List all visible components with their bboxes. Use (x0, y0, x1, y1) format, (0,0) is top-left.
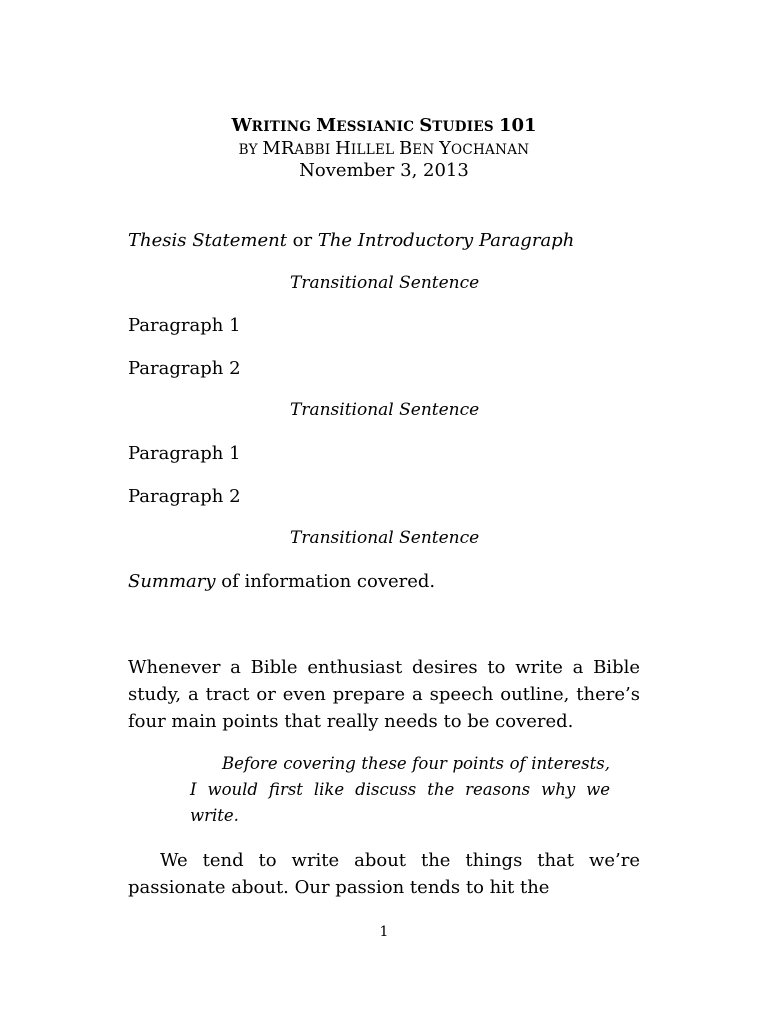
byline-part: OCHANAN (450, 142, 530, 158)
title-part: 101 (498, 115, 537, 136)
title-part: M (316, 115, 337, 136)
thesis-or: or (286, 230, 318, 251)
transitional-sentence-2: Transitional Sentence (290, 400, 480, 420)
thesis-statement-label: Thesis Statement (128, 230, 287, 251)
outline-paragraph-b1: Paragraph 1 (128, 443, 241, 464)
outline-paragraph-b2: Paragraph 2 (128, 486, 241, 507)
byline-part: B (399, 138, 413, 159)
page-number: 1 (379, 924, 389, 940)
byline-part: MR (262, 138, 295, 159)
document-title (0, 114, 768, 139)
title-part: W (231, 115, 252, 136)
body-paragraph-2: We tend to write about the things that we’re passionate about. Our passion tends to hit the (128, 850, 640, 898)
summary-label: Summary (128, 571, 216, 592)
title-part: ESSIANIC (336, 119, 420, 135)
block-quote: Before covering these four points of interests, I would first like discuss the reasons why we write. (190, 754, 610, 825)
byline-part: EN (412, 142, 440, 158)
transitional-sentence-1: Transitional Sentence (290, 273, 480, 293)
summary-line (128, 569, 435, 595)
body-paragraph-1: Whenever a Bible enthusiast desires to write a Bible study, a tract or even prepare a speech outline, there’s four main points that really needs to be covered. (128, 657, 640, 732)
thesis-line (128, 228, 574, 254)
title-part: S (419, 115, 433, 136)
outline-paragraph-a2: Paragraph 2 (128, 358, 241, 379)
introductory-paragraph-label: The Introductory Paragraph (317, 230, 575, 251)
byline-part: Y (439, 138, 451, 159)
document-date: November 3, 2013 (299, 160, 469, 181)
title-part: TUDIES (432, 119, 499, 135)
byline-part: ABBI (294, 142, 336, 158)
byline-part: BY (238, 142, 263, 158)
outline-paragraph-a1: Paragraph 1 (128, 315, 241, 336)
transitional-sentence-3: Transitional Sentence (290, 528, 480, 548)
summary-rest: of information covered. (215, 571, 436, 592)
title-part: RITING (251, 119, 317, 135)
byline-part: ILLEL (350, 142, 399, 158)
byline-part: H (335, 138, 351, 159)
